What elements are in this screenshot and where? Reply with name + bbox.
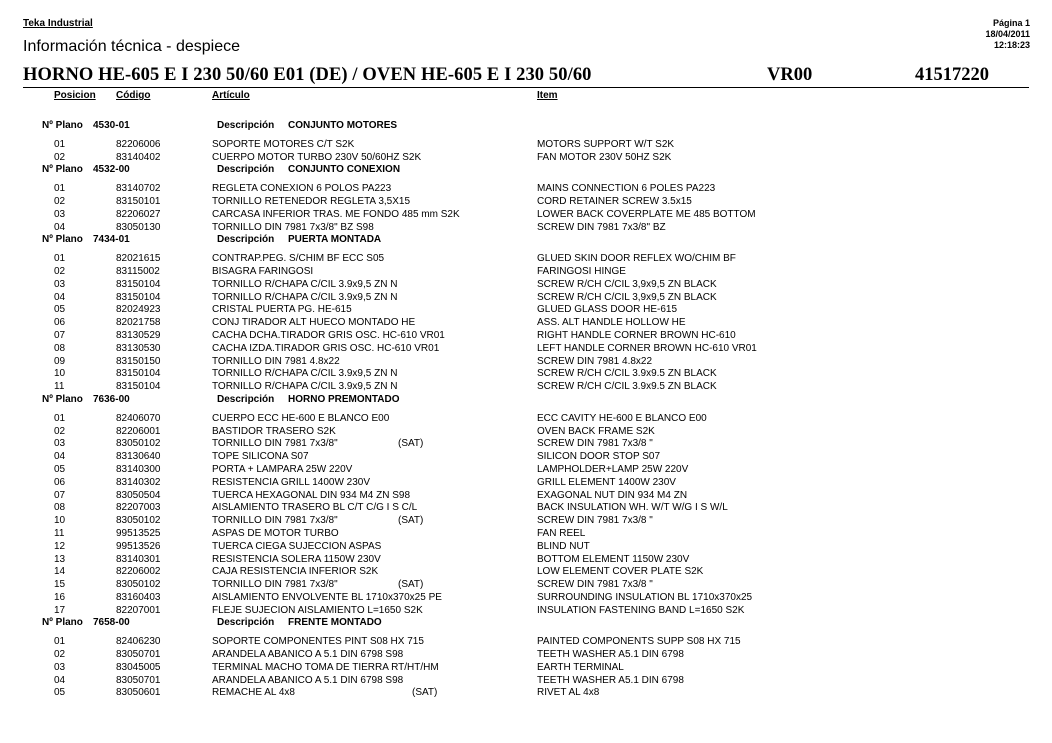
column-header-code: Código	[116, 90, 151, 101]
part-row	[0, 426, 1052, 439]
part-item: TEETH WASHER A5.1 DIN 6798	[537, 649, 684, 661]
part-row	[0, 662, 1052, 675]
part-item: GRILL ELEMENT 1400W 230V	[537, 476, 676, 488]
part-row	[0, 196, 1052, 209]
part-row	[0, 317, 1052, 330]
part-sat-flag: (SAT)	[412, 687, 438, 699]
part-code: 83150104	[116, 278, 161, 290]
part-article: TORNILLO DIN 7981 4.8x22	[212, 355, 340, 367]
part-code: 82206001	[116, 425, 161, 437]
description-label: Descripción	[217, 617, 275, 629]
part-article: CUERPO ECC HE-600 E BLANCO E00	[212, 412, 390, 424]
part-position: 17	[54, 604, 66, 616]
part-article: TORNILLO RETENEDOR REGLETA 3,5X15	[212, 195, 411, 207]
plano-label: Nº Plano	[42, 164, 83, 176]
part-row	[0, 675, 1052, 688]
plano-label: Nº Plano	[42, 393, 83, 405]
part-article: RESISTENCIA SOLERA 1150W 230V	[212, 553, 381, 565]
version-code: VR00	[767, 65, 813, 85]
part-article: TORNILLO DIN 7981 7x3/8" BZ S98	[212, 221, 374, 233]
part-position: 04	[54, 674, 66, 686]
part-article: CUERPO MOTOR TURBO 230V 50/60HZ S2K	[212, 151, 422, 163]
part-article: CONTRAP.PEG. S/CHIM BF ECC S05	[212, 253, 385, 265]
part-item: BACK INSULATION WH. W/T W/G I S W/L	[537, 502, 728, 514]
part-code: 83050102	[116, 438, 161, 450]
part-article: TORNILLO R/CHAPA C/CIL 3.9x9,5 ZN N	[212, 278, 398, 290]
part-item: FAN REEL	[537, 527, 586, 539]
part-article: TORNILLO DIN 7981 7x3/8"	[212, 579, 338, 591]
part-item: SCREW DIN 7981 7x3/8 "	[537, 515, 653, 527]
part-row	[0, 253, 1052, 266]
part-position: 02	[54, 649, 66, 661]
part-article: TORNILLO DIN 7981 7x3/8"	[212, 515, 338, 527]
part-row	[0, 579, 1052, 592]
description-label: Descripción	[217, 234, 275, 246]
part-article: BASTIDOR TRASERO S2K	[212, 425, 336, 437]
part-code: 99513526	[116, 540, 161, 552]
part-item: LEFT HANDLE CORNER BROWN HC-610 VR01	[537, 342, 757, 354]
part-row	[0, 515, 1052, 528]
part-position: 13	[54, 553, 66, 565]
description-value: CONJUNTO CONEXION	[288, 164, 401, 176]
part-position: 10	[54, 368, 66, 380]
part-row	[0, 490, 1052, 503]
title-divider	[23, 87, 1029, 88]
plano-label: Nº Plano	[42, 120, 83, 131]
part-row	[0, 152, 1052, 165]
part-row	[0, 477, 1052, 490]
part-code: 82021758	[116, 317, 161, 329]
part-position: 07	[54, 489, 66, 501]
part-code: 83130640	[116, 451, 161, 463]
part-row	[0, 541, 1052, 554]
column-header-item: Item	[537, 90, 558, 101]
plano-number: 7434-01	[93, 234, 130, 246]
part-code: 83150104	[116, 291, 161, 303]
part-article: CACHA IZDA.TIRADOR GRIS OSC. HC-610 VR01	[212, 342, 440, 354]
part-code: 83140300	[116, 463, 161, 475]
part-article: FLEJE SUJECION AISLAMIENTO L=1650 S2K	[212, 604, 423, 616]
part-row	[0, 528, 1052, 541]
part-position: 14	[54, 566, 66, 578]
part-item: SCREW R/CH C/CIL 3,9x9,5 ZN BLACK	[537, 291, 717, 303]
part-code: 83050102	[116, 515, 161, 527]
part-code: 83130530	[116, 342, 161, 354]
part-position: 01	[54, 253, 66, 265]
part-item: SCREW DIN 7981 4.8x22	[537, 355, 653, 367]
part-article: TORNILLO R/CHAPA C/CIL 3.9x9,5 ZN N	[212, 368, 398, 380]
part-row	[0, 330, 1052, 343]
part-position: 08	[54, 342, 66, 354]
part-item: BOTTOM ELEMENT 1150W 230V	[537, 553, 690, 565]
part-position: 06	[54, 476, 66, 488]
parts-list	[0, 120, 1052, 700]
part-item: TEETH WASHER A5.1 DIN 6798	[537, 674, 684, 686]
part-position: 05	[54, 463, 66, 475]
part-position: 03	[54, 278, 66, 290]
part-code: 83045005	[116, 661, 161, 673]
part-row	[0, 413, 1052, 426]
part-code: 82406070	[116, 412, 161, 424]
part-item: SCREW R/CH C/CIL 3.9x9.5 ZN BLACK	[537, 381, 717, 393]
plano-header	[0, 617, 1052, 630]
part-item: SURROUNDING INSULATION BL 1710x370x25	[537, 591, 753, 603]
part-item: SCREW DIN 7981 7x3/8 "	[537, 579, 653, 591]
page-info	[985, 18, 1030, 51]
part-row	[0, 649, 1052, 662]
part-article: TUERCA CIEGA SUJECCION ASPAS	[212, 540, 382, 552]
plano-number: 7658-00	[93, 617, 130, 629]
part-code: 83160403	[116, 591, 161, 603]
part-position: 11	[54, 381, 65, 393]
part-item: EXAGONAL NUT DIN 934 M4 ZN	[537, 489, 688, 501]
description-value: HORNO PREMONTADO	[288, 393, 400, 405]
part-row	[0, 343, 1052, 356]
part-article: TUERCA HEXAGONAL DIN 934 M4 ZN S98	[212, 489, 411, 501]
column-header-article: Artículo	[212, 90, 250, 101]
part-code: 83050701	[116, 674, 161, 686]
part-code: 83050504	[116, 489, 161, 501]
part-row	[0, 381, 1052, 394]
part-code: 82206002	[116, 566, 161, 578]
part-code: 82021615	[116, 253, 161, 265]
part-article: REMACHE AL 4x8	[212, 687, 295, 699]
part-article: CONJ TIRADOR ALT HUECO MONTADO HE	[212, 317, 416, 329]
plano-header	[0, 120, 1052, 133]
description-label: Descripción	[217, 164, 275, 176]
part-item: PAINTED COMPONENTS SUPP S08 HX 715	[537, 636, 741, 648]
part-item: MAINS CONNECTION 6 POLES PA223	[537, 183, 716, 195]
part-position: 03	[54, 438, 66, 450]
part-code: 82207001	[116, 604, 161, 616]
part-article: ARANDELA ABANICO A 5.1 DIN 6798 S98	[212, 649, 404, 661]
part-article: CACHA DCHA.TIRADOR GRIS OSC. HC-610 VR01	[212, 329, 445, 341]
part-code: 83115002	[116, 265, 160, 277]
part-position: 06	[54, 317, 66, 329]
part-item: FAN MOTOR 230V 50HZ S2K	[537, 151, 672, 163]
part-row	[0, 566, 1052, 579]
part-code: 83050601	[116, 687, 161, 699]
description-label: Descripción	[217, 120, 275, 131]
part-position: 01	[54, 183, 66, 195]
part-item: ECC CAVITY HE-600 E BLANCO E00	[537, 412, 707, 424]
part-article: SOPORTE COMPONENTES PINT S08 HX 715	[212, 636, 424, 648]
part-code: 82024923	[116, 304, 161, 316]
part-item: FARINGOSI HINGE	[537, 265, 626, 277]
part-code: 83050701	[116, 649, 161, 661]
part-position: 01	[54, 636, 66, 648]
part-item: SCREW R/CH C/CIL 3,9x9,5 ZN BLACK	[537, 278, 717, 290]
part-position: 02	[54, 265, 66, 277]
part-row	[0, 356, 1052, 369]
part-position: 02	[54, 425, 66, 437]
part-row	[0, 592, 1052, 605]
part-code: 83050102	[116, 579, 161, 591]
part-position: 02	[54, 195, 66, 207]
part-item: LAMPHOLDER+LAMP 25W 220V	[537, 463, 689, 475]
part-article: ARANDELA ABANICO A 5.1 DIN 6798 S98	[212, 674, 404, 686]
part-code: 83150150	[116, 355, 161, 367]
part-code: 83150101	[116, 195, 161, 207]
part-article: AISLAMIENTO ENVOLVENTE BL 1710x370x25 PE	[212, 591, 442, 603]
part-row	[0, 183, 1052, 196]
print-time: 12:18:23	[993, 40, 1030, 50]
part-article: AISLAMIENTO TRASERO BL C/T C/G I S C/L	[212, 502, 418, 514]
part-item: BLIND NUT	[537, 540, 590, 552]
part-article: PORTA + LAMPARA 25W 220V	[212, 463, 353, 475]
plano-header	[0, 394, 1052, 407]
product-code: 41517220	[915, 65, 989, 85]
description-value: CONJUNTO MOTORES	[288, 120, 398, 131]
part-row	[0, 304, 1052, 317]
part-article: CAJA RESISTENCIA INFERIOR S2K	[212, 566, 379, 578]
part-item: LOWER BACK COVERPLATE ME 485 BOTTOM	[537, 208, 756, 220]
part-row	[0, 222, 1052, 235]
part-article: CARCASA INFERIOR TRAS. ME FONDO 485 mm S2K	[212, 208, 460, 220]
part-position: 03	[54, 661, 66, 673]
part-position: 04	[54, 451, 66, 463]
plano-label: Nº Plano	[42, 234, 83, 246]
page-number: Página 1	[992, 18, 1030, 28]
part-position: 01	[54, 412, 66, 424]
part-code: 82206006	[116, 138, 161, 150]
part-position: 04	[54, 221, 66, 233]
part-code: 83140702	[116, 183, 161, 195]
part-article: TORNILLO R/CHAPA C/CIL 3.9x9,5 ZN N	[212, 291, 398, 303]
part-code: 83130529	[116, 329, 161, 341]
plano-header	[0, 234, 1052, 247]
part-sat-flag: (SAT)	[398, 515, 424, 527]
plano-header	[0, 164, 1052, 177]
part-row	[0, 605, 1052, 618]
part-item: RIGHT HANDLE CORNER BROWN HC-610	[537, 329, 736, 341]
part-position: 11	[54, 527, 65, 539]
column-header-position: Posicion	[54, 90, 96, 101]
part-row	[0, 368, 1052, 381]
print-date: 18/04/2011	[985, 29, 1030, 39]
part-position: 07	[54, 329, 66, 341]
part-position: 16	[54, 591, 66, 603]
part-item: EARTH TERMINAL	[537, 661, 624, 673]
part-article: RESISTENCIA GRILL 1400W 230V	[212, 476, 371, 488]
part-sat-flag: (SAT)	[398, 438, 424, 450]
plano-number: 7636-00	[93, 393, 130, 405]
part-row	[0, 464, 1052, 477]
part-row	[0, 687, 1052, 700]
part-item: CORD RETAINER SCREW 3.5x15	[537, 195, 692, 207]
part-code: 83150104	[116, 381, 161, 393]
part-item: INSULATION FASTENING BAND L=1650 S2K	[537, 604, 745, 616]
part-code: 82206027	[116, 208, 161, 220]
part-row	[0, 266, 1052, 279]
part-article: BISAGRA FARINGOSI	[212, 265, 314, 277]
part-row	[0, 209, 1052, 222]
part-article: TORNILLO R/CHAPA C/CIL 3.9x9,5 ZN N	[212, 381, 398, 393]
description-label: Descripción	[217, 393, 275, 405]
part-item: SCREW R/CH C/CIL 3.9x9.5 ZN BLACK	[537, 368, 717, 380]
part-article: CRISTAL PUERTA PG. HE-615	[212, 304, 352, 316]
part-item: GLUED GLASS DOOR HE-615	[537, 304, 678, 316]
part-row	[0, 438, 1052, 451]
plano-number: 4532-00	[93, 164, 130, 176]
part-row	[0, 636, 1052, 649]
description-value: FRENTE MONTADO	[288, 617, 382, 629]
part-code: 83140302	[116, 476, 161, 488]
part-code: 83050130	[116, 221, 161, 233]
part-item: SILICON DOOR STOP S07	[537, 451, 661, 463]
part-code: 83150104	[116, 368, 161, 380]
part-code: 82406230	[116, 636, 161, 648]
part-code: 82207003	[116, 502, 161, 514]
product-title: HORNO HE-605 E I 230 50/60 E01 (DE) / OVEN HE-605 E I 230 50/60	[23, 65, 592, 85]
part-row	[0, 502, 1052, 515]
part-item: GLUED SKIN DOOR REFLEX WO/CHIM BF	[537, 253, 736, 265]
part-row	[0, 279, 1052, 292]
part-item: SCREW DIN 7981 7x3/8 "	[537, 438, 653, 450]
part-code: 83140402	[116, 151, 161, 163]
part-item: ASS. ALT HANDLE HOLLOW HE	[537, 317, 686, 329]
part-position: 02	[54, 151, 66, 163]
part-position: 15	[54, 579, 66, 591]
part-position: 01	[54, 138, 66, 150]
part-article: ASPAS DE MOTOR TURBO	[212, 527, 339, 539]
part-position: 04	[54, 291, 66, 303]
part-position: 10	[54, 515, 66, 527]
part-item: LOW ELEMENT COVER PLATE S2K	[537, 566, 704, 578]
part-row	[0, 292, 1052, 305]
part-row	[0, 451, 1052, 464]
part-article: TORNILLO DIN 7981 7x3/8"	[212, 438, 338, 450]
part-position: 03	[54, 208, 66, 220]
part-row	[0, 554, 1052, 567]
part-code: 99513525	[116, 527, 161, 539]
part-item: SCREW DIN 7981 7x3/8" BZ	[537, 221, 666, 233]
part-article: TERMINAL MACHO TOMA DE TIERRA RT/HT/HM	[212, 661, 439, 673]
description-value: PUERTA MONTADA	[288, 234, 382, 246]
part-article: SOPORTE MOTORES C/T S2K	[212, 138, 355, 150]
part-sat-flag: (SAT)	[398, 579, 424, 591]
part-position: 12	[54, 540, 66, 552]
plano-label: Nº Plano	[42, 617, 83, 629]
company-name: Teka Industrial	[23, 18, 93, 29]
document-title: Información técnica - despiece	[23, 38, 240, 55]
part-row	[0, 139, 1052, 152]
plano-number: 4530-01	[93, 120, 130, 131]
part-code: 83140301	[116, 553, 161, 565]
part-item: RIVET AL 4x8	[537, 687, 600, 699]
part-position: 05	[54, 687, 66, 699]
part-item: OVEN BACK FRAME S2K	[537, 425, 655, 437]
part-position: 09	[54, 355, 66, 367]
part-article: REGLETA CONEXION 6 POLOS PA223	[212, 183, 392, 195]
part-item: MOTORS SUPPORT W/T S2K	[537, 138, 675, 150]
part-position: 05	[54, 304, 66, 316]
part-article: TOPE SILICONA S07	[212, 451, 309, 463]
part-position: 08	[54, 502, 66, 514]
